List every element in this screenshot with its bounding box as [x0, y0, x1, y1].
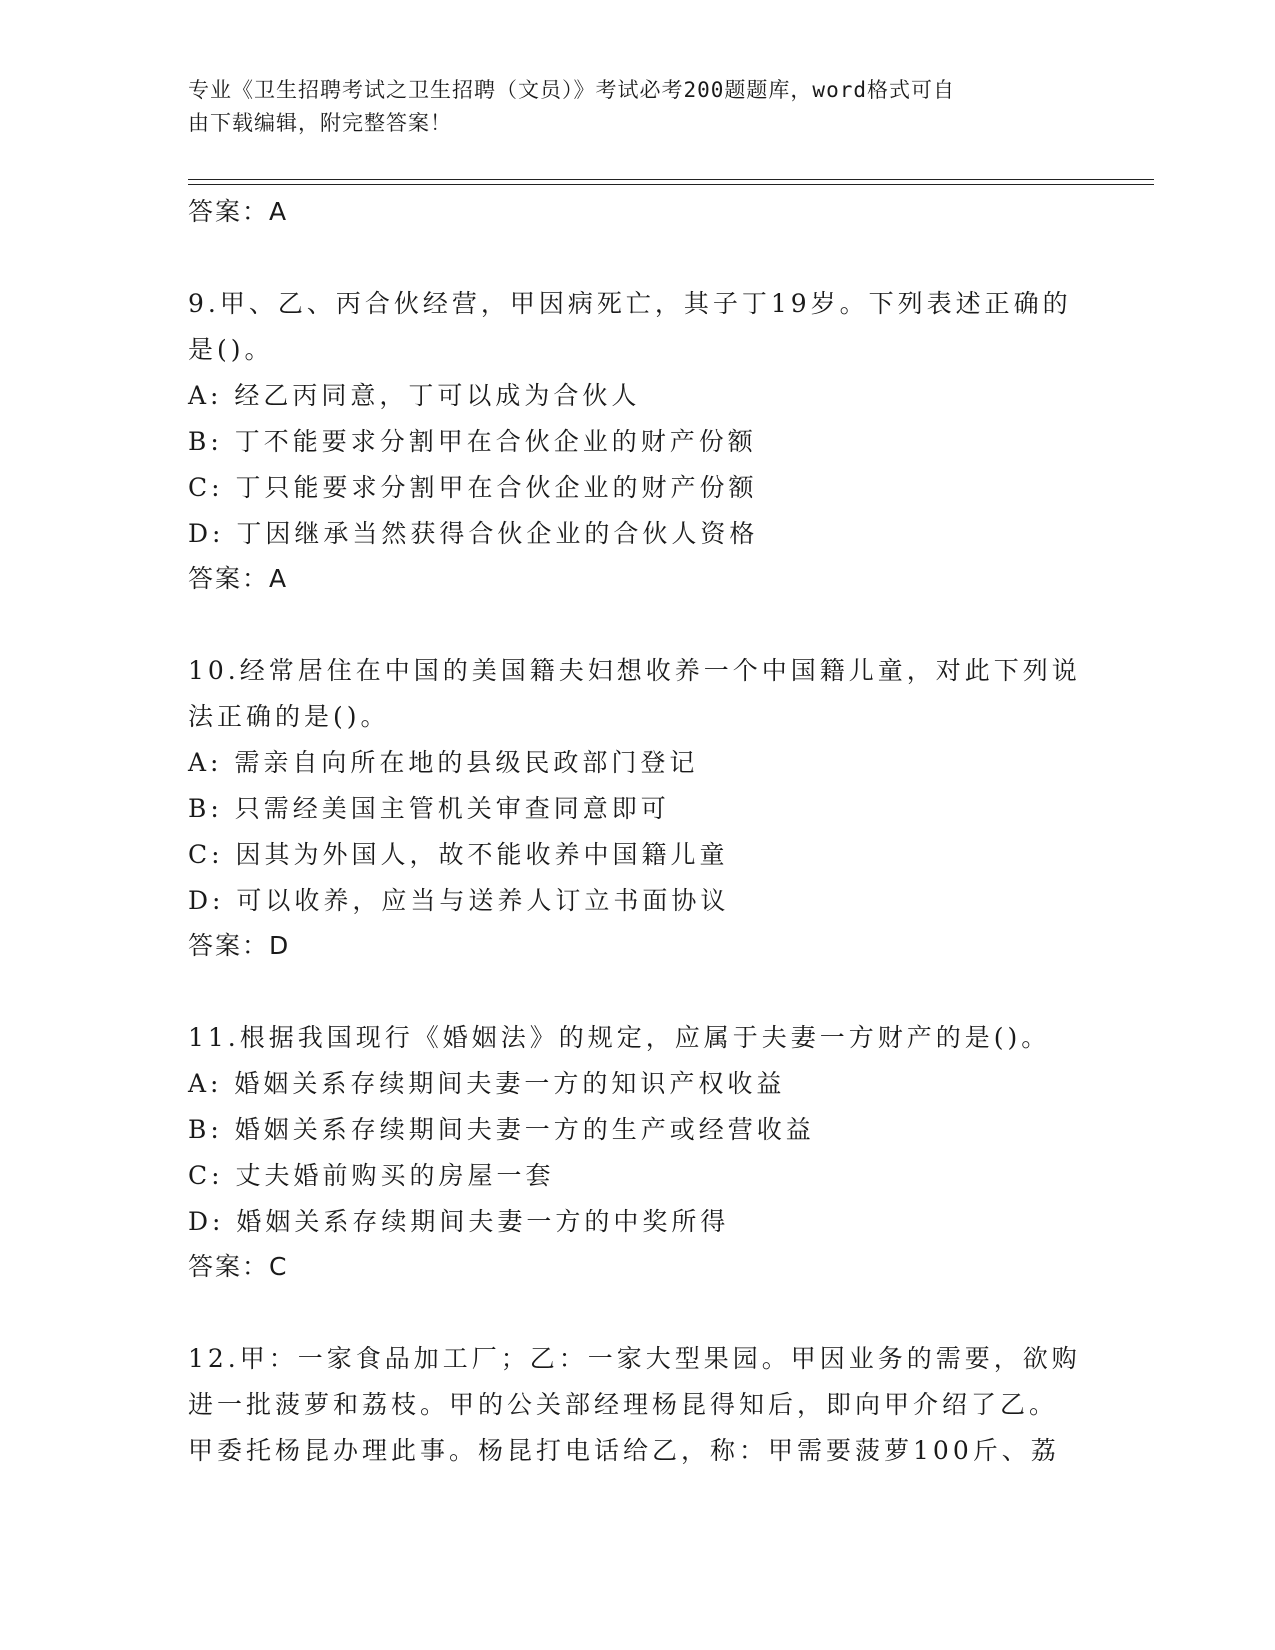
question-text-line: 12.甲：一家食品加工厂；乙：一家大型果园。甲因业务的需要，欲购: [188, 1344, 1081, 1373]
header-rule-bottom: [188, 184, 1154, 185]
document-header: [188, 74, 1068, 140]
header-line-1: 专业《卫生招聘考试之卫生招聘（文员）》考试必考200题题库，word格式可自: [188, 78, 955, 102]
header-rule-top: [188, 179, 1154, 180]
question-text-line: 是()。: [188, 335, 274, 364]
option-a: A: 经乙丙同意，丁可以成为合伙人: [188, 381, 641, 410]
answer: 答案：A: [188, 564, 289, 593]
question-text-line: 9.甲、乙、丙合伙经营，甲因病死亡，其子丁19岁。下列表述正确的: [188, 289, 1072, 318]
question-text-line: 11.根据我国现行《婚姻法》的规定，应属于夫妻一方财产的是()。: [188, 1023, 1051, 1052]
question-12: [188, 1336, 1081, 1474]
question-text-line: 法正确的是()。: [188, 702, 390, 731]
option-c: C: 因其为外国人，故不能收养中国籍儿童: [188, 840, 729, 869]
option-d: D: 婚姻关系存续期间夫妻一方的中奖所得: [188, 1207, 730, 1236]
answer: 答案：C: [188, 1252, 289, 1281]
question-9: [188, 281, 1078, 601]
option-a: A: 婚姻关系存续期间夫妻一方的知识产权收益: [188, 1069, 786, 1098]
question-11: [188, 1015, 1078, 1289]
option-b: B: 婚姻关系存续期间夫妻一方的生产或经营收益: [188, 1115, 815, 1144]
question-10: [188, 648, 1081, 968]
question-text-line: 进一批菠萝和荔枝。甲的公关部经理杨昆得知后，即向甲介绍了乙。: [188, 1390, 1059, 1419]
option-a: A: 需亲自向所在地的县级民政部门登记: [188, 748, 699, 777]
option-b: B: 只需经美国主管机关审查同意即可: [188, 794, 670, 823]
option-d: D: 可以收养，应当与送养人订立书面协议: [188, 886, 730, 915]
option-b: B: 丁不能要求分割甲在合伙企业的财产份额: [188, 427, 757, 456]
option-c: C: 丈夫婚前购买的房屋一套: [188, 1161, 555, 1190]
question-list: [188, 190, 1081, 1474]
question-text-line: 甲委托杨昆办理此事。杨昆打电话给乙，称：甲需要菠萝100斤、荔: [188, 1436, 1060, 1465]
header-line-2: 由下载编辑，附完整答案！: [188, 111, 452, 135]
option-c: C: 丁只能要求分割甲在合伙企业的财产份额: [188, 473, 758, 502]
previous-answer: 答案：A: [188, 197, 289, 226]
option-d: D: 丁因继承当然获得合伙企业的合伙人资格: [188, 519, 759, 548]
answer: 答案：D: [188, 931, 291, 960]
question-text-line: 10.经常居住在中国的美国籍夫妇想收养一个中国籍儿童，对此下列说: [188, 656, 1081, 685]
